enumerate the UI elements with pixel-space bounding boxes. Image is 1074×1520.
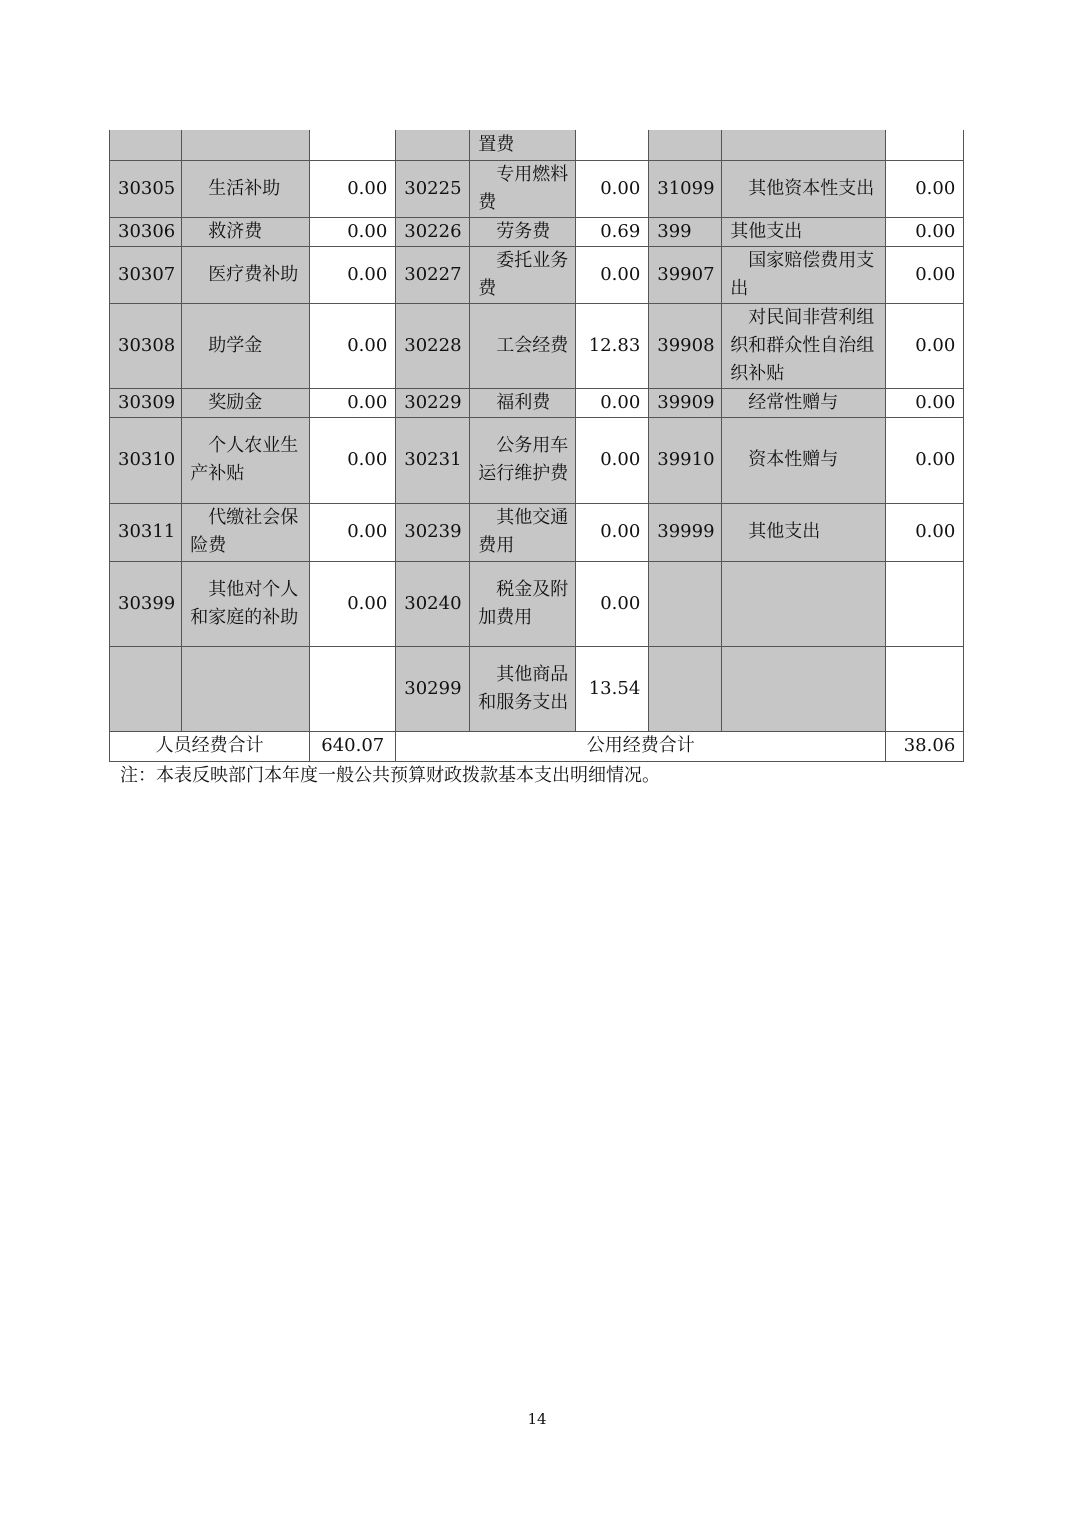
- cell-label: 其他对个人和家庭的补助: [182, 561, 310, 646]
- cell-code: [396, 130, 470, 160]
- table-row: [110, 217, 964, 246]
- table-row: [110, 303, 964, 388]
- table-row: [110, 388, 964, 417]
- cell-amount: 0.00: [310, 246, 396, 303]
- cell-label: 生活补助: [182, 160, 310, 217]
- cell-code: 399: [649, 217, 722, 246]
- cell-amount: [886, 561, 964, 646]
- cell-label: 置费: [470, 130, 576, 160]
- cell-label: [182, 130, 310, 160]
- cell-code: 30306: [110, 217, 182, 246]
- cell-code: [110, 130, 182, 160]
- cell-code: 39999: [649, 503, 722, 561]
- cell-amount: 0.00: [886, 303, 964, 388]
- cell-code: 30310: [110, 417, 182, 503]
- cell-label: [722, 646, 886, 731]
- cell-amount: [310, 646, 396, 731]
- cell-label: 医疗费补助: [182, 246, 310, 303]
- personnel-total-value: 640.07: [310, 731, 396, 761]
- cell-amount: 0.00: [310, 417, 396, 503]
- table-row: [110, 246, 964, 303]
- cell-amount: 0.00: [886, 503, 964, 561]
- cell-amount: [576, 130, 649, 160]
- cell-label: [182, 646, 310, 731]
- cell-code: 31099: [649, 160, 722, 217]
- table-row: [110, 417, 964, 503]
- table-row: [110, 130, 964, 160]
- cell-code: 30228: [396, 303, 470, 388]
- cell-amount: 0.00: [886, 417, 964, 503]
- cell-code: 30309: [110, 388, 182, 417]
- cell-code: 30399: [110, 561, 182, 646]
- cell-label: 奖励金: [182, 388, 310, 417]
- personnel-total-label: 人员经费合计: [110, 731, 310, 761]
- cell-label: 工会经费: [470, 303, 576, 388]
- cell-code: 30308: [110, 303, 182, 388]
- page-number: 14: [527, 1410, 547, 1428]
- cell-code: 30231: [396, 417, 470, 503]
- cell-amount: 0.00: [310, 388, 396, 417]
- table-row: [110, 646, 964, 731]
- cell-amount: [886, 130, 964, 160]
- cell-code: 30225: [396, 160, 470, 217]
- cell-amount: 0.00: [576, 417, 649, 503]
- cell-label: [722, 130, 886, 160]
- cell-code: 30311: [110, 503, 182, 561]
- cell-amount: 0.69: [576, 217, 649, 246]
- cell-amount: 0.00: [576, 561, 649, 646]
- cell-label: 劳务费: [470, 217, 576, 246]
- cell-amount: 0.00: [310, 503, 396, 561]
- cell-amount: 0.00: [576, 503, 649, 561]
- cell-amount: 0.00: [310, 303, 396, 388]
- cell-label: 其他商品和服务支出: [470, 646, 576, 731]
- cell-label: 税金及附加费用: [470, 561, 576, 646]
- cell-label: 其他交通费用: [470, 503, 576, 561]
- cell-amount: [886, 646, 964, 731]
- cell-code: 30239: [396, 503, 470, 561]
- cell-code: 30240: [396, 561, 470, 646]
- table-row: [110, 561, 964, 646]
- cell-code: [649, 646, 722, 731]
- cell-code: 39909: [649, 388, 722, 417]
- cell-amount: 13.54: [576, 646, 649, 731]
- cell-amount: 0.00: [576, 388, 649, 417]
- expenditure-detail-table: [109, 130, 964, 762]
- table-note: 注：本表反映部门本年度一般公共预算财政拨款基本支出明细情况。: [120, 765, 660, 786]
- cell-code: [649, 130, 722, 160]
- cell-code: 30305: [110, 160, 182, 217]
- cell-label: 委托业务费: [470, 246, 576, 303]
- totals-row: [110, 731, 964, 761]
- cell-amount: 0.00: [310, 160, 396, 217]
- public-total-label: 公用经费合计: [396, 731, 886, 761]
- cell-label: 代缴社会保险费: [182, 503, 310, 561]
- cell-code: [110, 646, 182, 731]
- cell-label: 福利费: [470, 388, 576, 417]
- cell-amount: 0.00: [886, 246, 964, 303]
- cell-label: 专用燃料费: [470, 160, 576, 217]
- cell-label: 对民间非营利组织和群众性自治组织补贴: [722, 303, 886, 388]
- cell-amount: 0.00: [576, 160, 649, 217]
- cell-label: 资本性赠与: [722, 417, 886, 503]
- public-total-value: 38.06: [886, 731, 964, 761]
- cell-code: 39908: [649, 303, 722, 388]
- cell-label: 其他资本性支出: [722, 160, 886, 217]
- cell-label: 其他支出: [722, 217, 886, 246]
- cell-code: [649, 561, 722, 646]
- cell-label: 其他支出: [722, 503, 886, 561]
- cell-code: 39910: [649, 417, 722, 503]
- cell-label: 救济费: [182, 217, 310, 246]
- cell-label: 个人农业生产补贴: [182, 417, 310, 503]
- cell-amount: 0.00: [886, 388, 964, 417]
- table-row: [110, 160, 964, 217]
- cell-label: 助学金: [182, 303, 310, 388]
- cell-code: 30227: [396, 246, 470, 303]
- cell-code: 30226: [396, 217, 470, 246]
- cell-label: [722, 561, 886, 646]
- cell-amount: 0.00: [576, 246, 649, 303]
- cell-amount: 0.00: [310, 217, 396, 246]
- cell-code: 30229: [396, 388, 470, 417]
- cell-amount: 0.00: [886, 160, 964, 217]
- table-row: [110, 503, 964, 561]
- cell-label: 经常性赠与: [722, 388, 886, 417]
- cell-label: 国家赔偿费用支出: [722, 246, 886, 303]
- cell-code: 30299: [396, 646, 470, 731]
- table-body: [110, 130, 964, 731]
- cell-label: 公务用车运行维护费: [470, 417, 576, 503]
- cell-code: 30307: [110, 246, 182, 303]
- cell-amount: [310, 130, 396, 160]
- cell-amount: 0.00: [886, 217, 964, 246]
- cell-amount: 0.00: [310, 561, 396, 646]
- cell-code: 39907: [649, 246, 722, 303]
- cell-amount: 12.83: [576, 303, 649, 388]
